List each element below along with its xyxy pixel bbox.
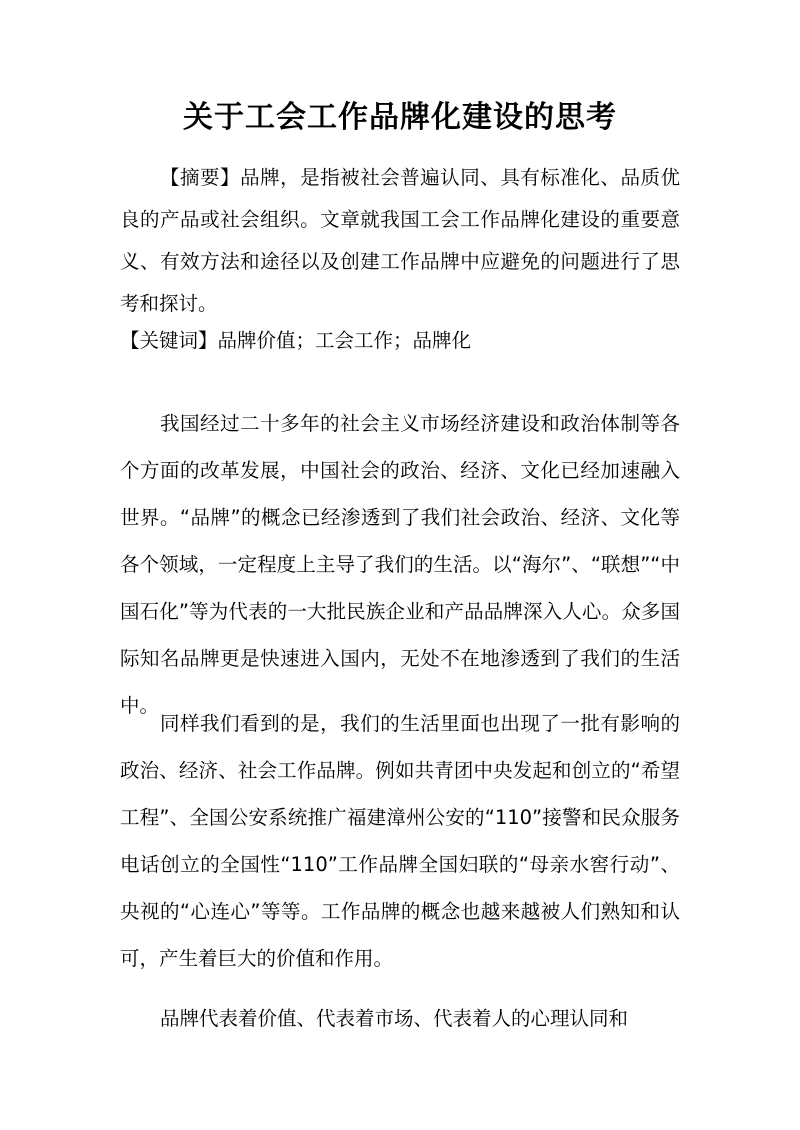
body-paragraph-1: 我国经过二十多年的社会主义市场经济建设和政治体制等各个方面的改革发展，中国社会的政治、经济、文化已经加速融入世界。“品牌”的概念已经渗透到了我们社会政治、经济、文化等各个领域，一定程度上主导了我们的生活。以“海尔”、“联想”“中国石化”等为代表的一大批民族企业和产品品牌深入人心。众多国际知名品牌更是快速进入国内，无处不在地渗透到了我们的生活中。 [120, 412, 680, 717]
abstract-paragraph: 【摘要】品牌，是指被社会普遍认同、具有标准化、品质优良的产品或社会组织。文章就我国工会工作品牌化建设的重要意义、有效方法和途径以及创建工作品牌中应避免的问题进行了思考和探讨。 [120, 166, 680, 315]
document-title: 关于工会工作品牌化建设的思考 [183, 100, 617, 135]
body-paragraph-3: 品牌代表着价值、代表着市场、代表着人的心理认同和 [160, 1007, 629, 1030]
keywords-line: 【关键词】品牌价值；工会工作；品牌化 [120, 329, 472, 352]
body-paragraph-2: 同样我们看到的是，我们的生活里面也出现了一批有影响的政治、经济、社会工作品牌。例如共青团中央发起和创立的“希望工程”、全国公安系统推广福建漳州公安的“110”接警和民众服务电话创立的全国性“110”工作品牌全国妇联的“母亲水窖行动”、央视的“心连心”等等。工作品牌的概念也越来越被人们熟知和认可，产生着巨大的价值和作用。 [120, 712, 680, 970]
